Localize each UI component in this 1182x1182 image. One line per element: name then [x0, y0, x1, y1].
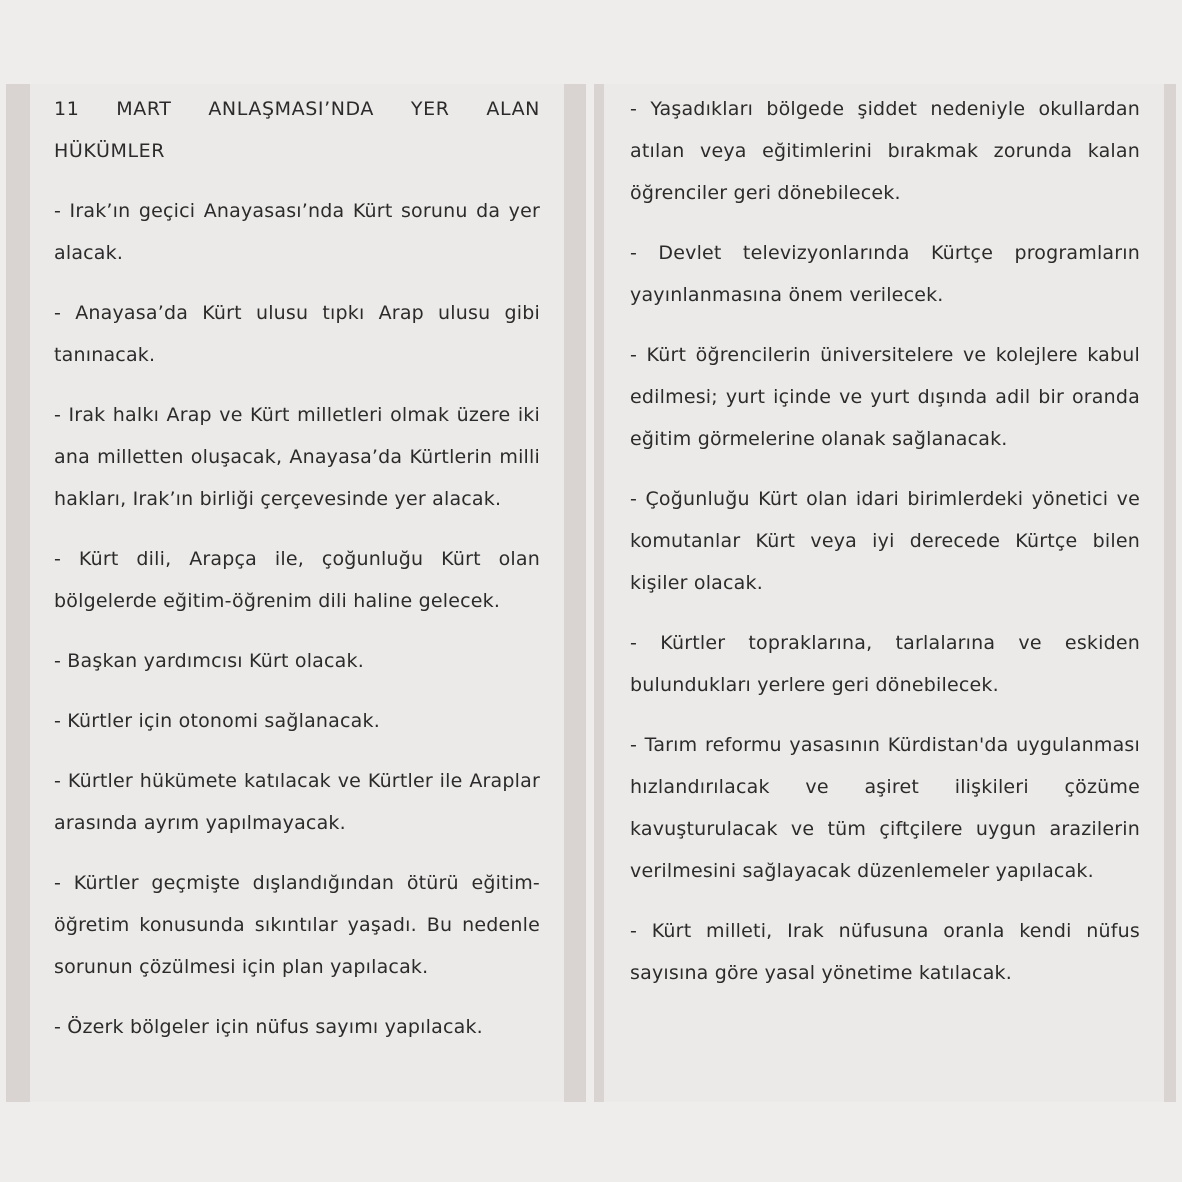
right-page-gutter: [594, 84, 604, 1102]
left-page-outer-margin: [6, 84, 30, 1102]
article-paragraph: - Kürtler topraklarına, tarlalarına ve eskiden bulundukları yerlere geri dönebilecek.: [630, 632, 1140, 696]
right-page-outer-margin: [1164, 84, 1176, 1102]
article-paragraph: - Kürt dili, Arapça ile, çoğunluğu Kürt olan bölgelerde eğitim-öğrenim dili haline gelecek.: [54, 548, 540, 612]
article-paragraph: - Çoğunluğu Kürt olan idari birimlerdeki yönetici ve komutanlar Kürt veya iyi derecede Kürtçe bilen kişiler olacak.: [630, 488, 1140, 594]
article-paragraph: - Devlet televizyonlarında Kürtçe programların yayınlanmasına önem verilecek.: [630, 242, 1140, 306]
article-paragraph: - Irak’ın geçici Anayasası’nda Kürt sorunu da yer alacak.: [54, 200, 540, 264]
right-text-column: [630, 88, 1140, 1012]
left-page-gutter: [564, 84, 586, 1102]
article-paragraph: - Başkan yardımcısı Kürt olacak.: [54, 650, 364, 672]
article-paragraph: - Kürt öğrencilerin üniversitelere ve kolejlere kabul edilmesi; yurt içinde ve yurt dışında adil bir oranda eğitim görmelerine olanak sağlanacak.: [630, 344, 1140, 450]
article-paragraph: - Kürtler hükümete katılacak ve Kürtler ile Araplar arasında ayrım yapılmayacak.: [54, 770, 540, 834]
article-paragraph: - Kürtler geçmişte dışlandığından ötürü eğitim-öğretim konusunda sıkıntılar yaşadı. Bu nedenle sorunun çözülmesi için plan yapılacak.: [54, 872, 540, 978]
article-paragraph: - Tarım reformu yasasının Kürdistan'da uygulanması hızlandırılacak ve aşiret ilişkileri çözüme kavuşturulacak ve tüm çiftçilere uygun arazilerin verilmesini sağlayacak düzenlemeler yapılacak.: [630, 734, 1140, 882]
article-paragraph: - Özerk bölgeler için nüfus sayımı yapılacak.: [54, 1016, 483, 1038]
article-paragraph: - Kürtler için otonomi sağlanacak.: [54, 710, 380, 732]
article-paragraph: - Kürt milleti, Irak nüfusuna oranla kendi nüfus sayısına göre yasal yönetime katılacak.: [630, 920, 1140, 984]
article-paragraph: - Yaşadıkları bölgede şiddet nedeniyle okullardan atılan veya eğitimlerini bırakmak zorunda kalan öğrenciler geri dönebilecek.: [630, 98, 1140, 204]
section-heading: 11 MART ANLAŞMASI’NDA YER ALAN HÜKÜMLER: [54, 98, 540, 162]
article-paragraph: - Anayasa’da Kürt ulusu tıpkı Arap ulusu gibi tanınacak.: [54, 302, 540, 366]
left-text-column: [54, 88, 540, 1066]
article-paragraph: - Irak halkı Arap ve Kürt milletleri olmak üzere iki ana milletten oluşacak, Anayasa’da Kürtlerin milli hakları, Irak’ın birliği çerçevesinde yer alacak.: [54, 404, 540, 510]
